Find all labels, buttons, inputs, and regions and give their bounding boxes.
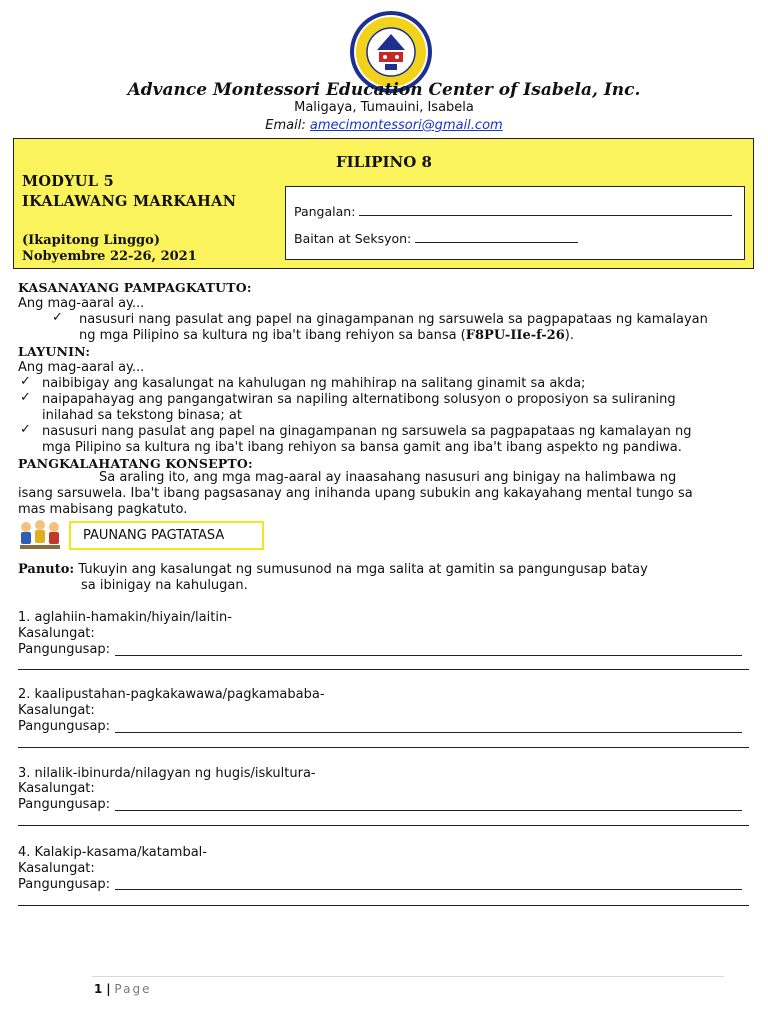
name-field[interactable] <box>294 203 732 219</box>
subject-title: FILIPINO 8 <box>336 153 432 171</box>
item-1-answer-line[interactable] <box>115 655 742 656</box>
page-label: Page <box>114 982 152 996</box>
layunin-item2-line2: inilahad sa tekstong binasa; at <box>42 408 242 423</box>
email-link[interactable]: amecimontessori@gmail.com <box>309 118 503 133</box>
student-info-box <box>285 186 745 260</box>
panuto-label: Panuto: <box>18 562 75 577</box>
kasanayan-item-line1: nasusuri nang pasulat ang papel na ginagampanan ng sarsuwela sa pagpapataas ng kamalayan <box>79 312 708 327</box>
competency-code: F8PU-IIe-f-26 <box>465 328 565 343</box>
konsepto-heading: PANGKALAHATANG KONSEPTO: <box>18 456 253 471</box>
paunang-pagtatasa-box <box>69 521 264 550</box>
date-label: Nobyembre 22-26, 2021 <box>22 249 197 264</box>
item-4-answer-line[interactable] <box>18 905 749 906</box>
item-2-answer-line[interactable] <box>115 732 742 733</box>
layunin-item2-line1: naipapahayag ang pangangatwiran sa napiling alternatibong solusyon o proposiyon sa suliraning <box>42 392 676 407</box>
item-3-kasalungat[interactable]: Kasalungat: <box>18 781 95 796</box>
item-4-kasalungat[interactable]: Kasalungat: <box>18 861 95 876</box>
item-2-title: 2. kaalipustahan-pagkakawawa/pagkamababa- <box>18 687 325 702</box>
panuto-text: Tukuyin ang kasalungat ng sumusunod na mga salita at gamitin sa pangungusap batay <box>78 562 648 577</box>
checkmark-icon: ✓ <box>20 390 31 405</box>
item-3-answer-line[interactable] <box>18 825 749 826</box>
layunin-heading: LAYUNIN: <box>18 344 91 359</box>
checkmark-icon: ✓ <box>20 422 31 437</box>
page-separator: | <box>106 982 111 996</box>
item-4-pangungusap[interactable]: Pangungusap: <box>18 877 111 892</box>
name-label: Pangalan: <box>294 204 356 219</box>
page-footer <box>94 982 151 996</box>
item-4-title: 4. Kalakip-kasama/katambal- <box>18 845 207 860</box>
checkmark-icon: ✓ <box>20 374 31 389</box>
layunin-intro: Ang mag-aaral ay... <box>18 360 145 375</box>
footer-divider <box>92 976 724 977</box>
item-3-title: 3. nilalik-ibinurda/nilagyan ng hugis/iskultura- <box>18 766 316 781</box>
page-number: 1 <box>94 982 103 996</box>
konsepto-line1: Sa araling ito, ang mga mag-aaral ay inaasahang nasusuri ang binigay na halimbawa ng <box>99 470 677 485</box>
week-label: (Ikapitong Linggo) <box>22 233 160 248</box>
name-blank[interactable] <box>359 203 732 216</box>
konsepto-line3: mas mabisang pagkatuto. <box>18 502 188 517</box>
email-line <box>0 118 768 133</box>
item-1-answer-line[interactable] <box>18 669 749 670</box>
school-address: Maligaya, Tumauini, Isabela <box>294 100 474 115</box>
panuto-line1 <box>18 562 648 578</box>
students-clipart-icon <box>18 519 62 553</box>
grade-section-blank[interactable] <box>415 230 578 243</box>
item-1-kasalungat[interactable]: Kasalungat: <box>18 626 95 641</box>
kasanayan-heading: KASANAYANG PAMPAGKATUTO: <box>18 280 252 295</box>
kasanayan-item-line2 <box>79 328 574 344</box>
kasanayan-item-end: ). <box>564 328 574 343</box>
konsepto-line2: isang sarsuwela. Iba't ibang pagsasanay ang inihanda upang subukin ang kakayahang mental tungo sa <box>18 486 693 501</box>
module-number: MODYUL 5 <box>22 173 114 190</box>
item-3-pangungusap[interactable]: Pangungusap: <box>18 797 111 812</box>
item-4-answer-line[interactable] <box>115 889 742 890</box>
checkmark-icon: ✓ <box>52 310 63 325</box>
kasanayan-intro: Ang mag-aaral ay... <box>18 296 145 311</box>
item-2-kasalungat[interactable]: Kasalungat: <box>18 703 95 718</box>
paunang-pagtatasa-label: PAUNANG PAGTATASA <box>83 528 225 543</box>
kasanayan-item-text: ng mga Pilipino sa kultura ng iba't ibang rehiyon sa bansa ( <box>79 328 466 343</box>
item-1-title: 1. aglahiin-hamakin/hiyain/laitin- <box>18 610 232 625</box>
layunin-item3-line1: nasusuri nang pasulat ang papel na ginagampanan ng sarsuwela sa pagpapataas ng kamalayan ng <box>42 424 692 439</box>
quarter-label: IKALAWANG MARKAHAN <box>22 193 237 210</box>
email-label: Email: <box>265 118 306 133</box>
grade-section-field[interactable] <box>294 230 578 246</box>
school-name: Advance Montessori Education Center of Isabela, Inc. <box>127 80 641 100</box>
item-2-answer-line[interactable] <box>18 747 749 748</box>
layunin-item1: naibibigay ang kasalungat na kahulugan ng mahihirap na salitang ginamit sa akda; <box>42 376 586 391</box>
item-3-answer-line[interactable] <box>115 810 742 811</box>
panuto-line2: sa ibinigay na kahulugan. <box>81 578 248 593</box>
grade-section-label: Baitan at Seksyon: <box>294 231 412 246</box>
layunin-item3-line2: mga Pilipino sa kultura ng iba't ibang rehiyon sa bansa gamit ang iba't ibang aspekto ng pandiwa. <box>42 440 682 455</box>
item-2-pangungusap[interactable]: Pangungusap: <box>18 719 111 734</box>
item-1-pangungusap[interactable]: Pangungusap: <box>18 642 111 657</box>
